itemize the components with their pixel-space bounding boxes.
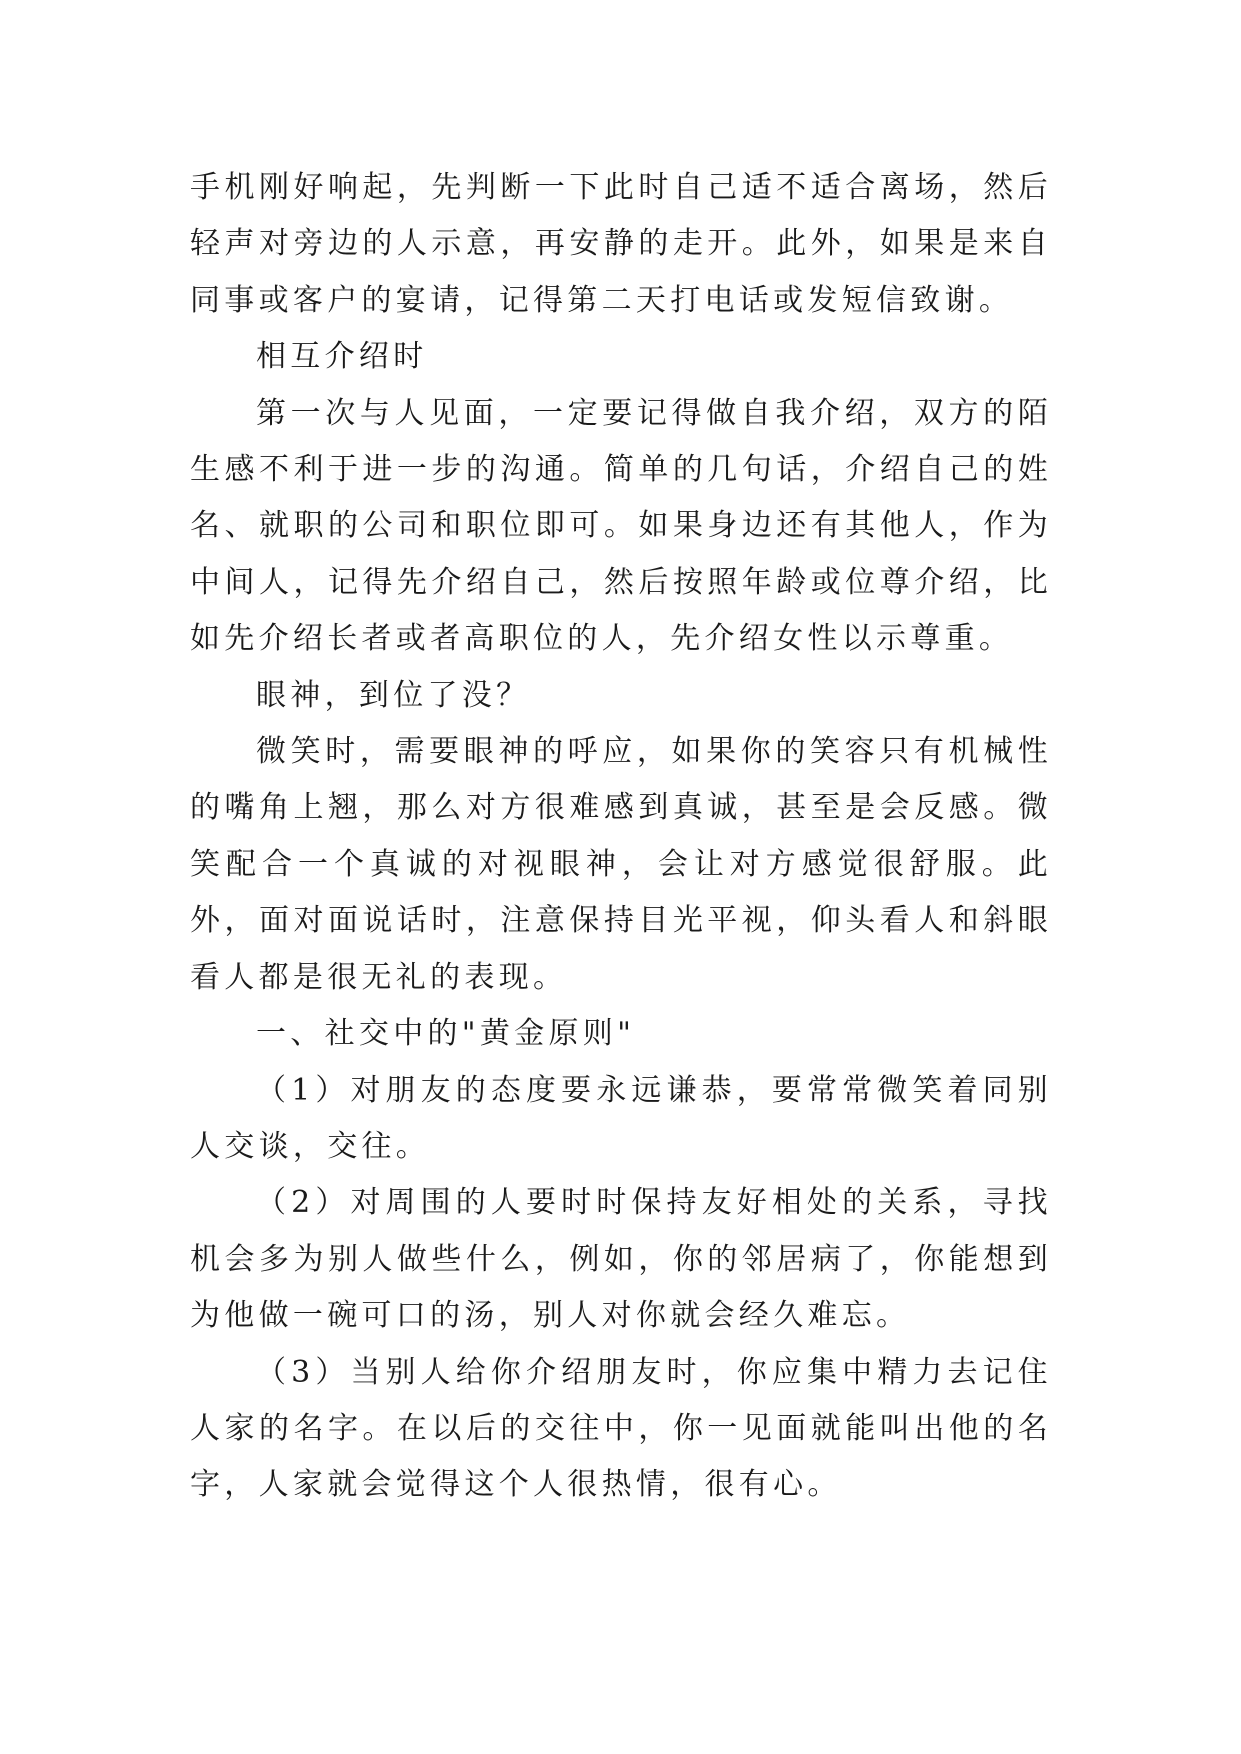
list-item-rule-1: （1）对朋友的态度要永远谦恭，要常常微笑着同别人交谈，交往。 [190, 1072, 1052, 1164]
paragraph-phone-etiquette: 手机刚好响起，先判断一下此时自己适不适合离场，然后轻声对旁边的人示意，再安静的走开。此外，如果是来自同事或客户的宴请，记得第二天打电话或发短信致谢。 [190, 170, 1052, 318]
paragraph-eye-contact: 微笑时，需要眼神的呼应，如果你的笑容只有机械性的嘴角上翘，那么对方很难感到真诚，甚至是会反感。微笑配合一个真诚的对视眼神，会让对方感觉很舒服。此外，面对面说话时，注意保持目光平视，仰头看人和斜眼看人都是很无礼的表现。 [190, 734, 1052, 995]
paragraph-introductions: 第一次与人见面，一定要记得做自我介绍，双方的陌生感不利于进一步的沟通。简单的几句话，介绍自己的姓名、就职的公司和职位即可。如果身边还有其他人，作为中间人，记得先介绍自己，然后按照年龄或位尊介绍，比如先介绍长者或者高职位的人，先介绍女性以示尊重。 [190, 395, 1052, 657]
list-item-rule-2: （2）对周围的人要时时保持友好相处的关系，寻找机会多为别人做些什么，例如，你的邻居病了，你能想到为他做一碗可口的汤，别人对你就会经久难忘。 [190, 1185, 1052, 1334]
section-heading-eye-contact: 眼神，到位了没？ [256, 677, 531, 713]
list-item-rule-3: （3）当别人给你介绍朋友时，你应集中精力去记住人家的名字。在以后的交往中，你一见面就能叫出他的名字，人家就会觉得这个人很热情，很有心。 [190, 1354, 1052, 1503]
section-heading-golden-rules: 一、社交中的"黄金原则" [256, 1016, 636, 1052]
section-heading-introductions: 相互介绍时 [256, 339, 428, 375]
document-page [190, 160, 1052, 1514]
